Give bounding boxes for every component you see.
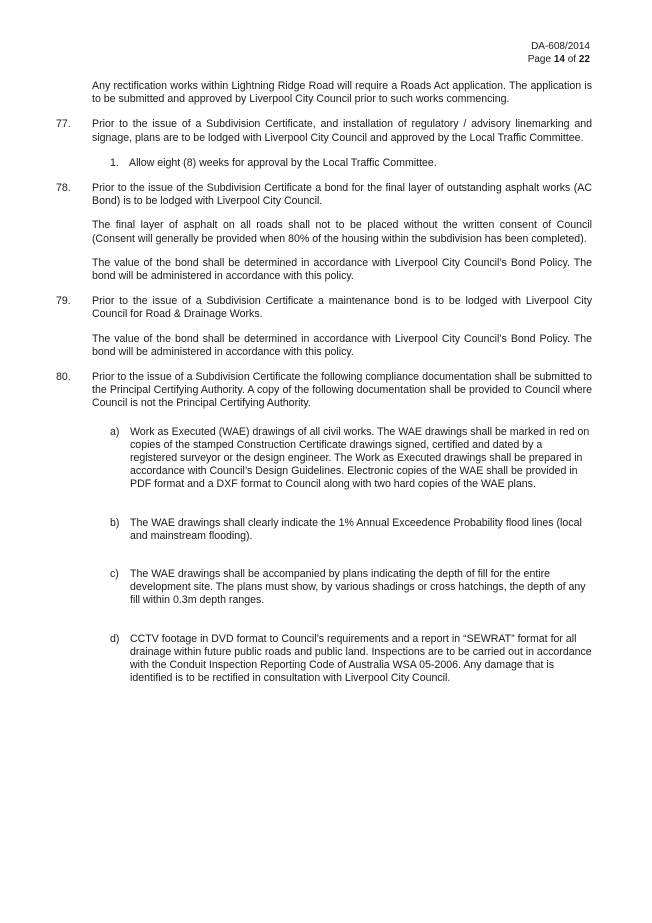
list-item: [110, 517, 592, 543]
condition-paragraph: Prior to the issue of a Subdivision Certificate the following compliance documentation shall be submitted to the Principal Certifying Authority. A copy of the following documentation shall be provided to Council where Council is not the Principal Certifying Authority.: [92, 371, 592, 410]
condition-79: [56, 295, 592, 359]
condition-paragraph: The value of the bond shall be determined in accordance with Liverpool City Council’s Bond Policy. The bond will be administered in accordance with this policy.: [92, 332, 592, 358]
condition-80: [56, 371, 592, 710]
list-item-text: The WAE drawings shall be accompanied by plans indicating the depth of fill for the entire development site. The plans must show, by various shadings or cross hatchings, the depth of any fill within 0.3m depth ranges.: [130, 568, 586, 607]
sub-item-marker: 1.: [110, 156, 119, 169]
condition-77: [56, 118, 592, 170]
condition-paragraph: Prior to the issue of the Subdivision Certificate a bond for the final layer of outstanding asphalt works (AC Bond) is to be lodged with Liverpool City Council.: [92, 182, 592, 208]
list-item: [110, 426, 592, 492]
document-body: [56, 80, 592, 723]
condition-number: 78.: [56, 182, 71, 195]
list-item-marker: c): [110, 568, 119, 581]
condition-paragraph: The value of the bond shall be determined in accordance with Liverpool City Council’s Bond Policy. The bond will be administered in accordance with this policy.: [92, 256, 592, 283]
list-item: [110, 568, 592, 608]
list-item: [110, 633, 592, 686]
page-of: of: [567, 54, 577, 65]
list-item-marker: d): [110, 632, 120, 645]
condition-78: [56, 182, 592, 283]
condition-paragraph: Prior to the issue of a Subdivision Certificate, and installation of regulatory / advisory linemarking and signage, plans are to be lodged with Liverpool City Council and approved by the Local Traffic Committee.: [92, 118, 592, 144]
condition-paragraph: The final layer of asphalt on all roads shall not to be placed without the written consent of Council (Consent will generally be provided when 80% of the housing within the subdivision has been completed).: [92, 219, 592, 245]
list-item-marker: b): [110, 516, 120, 529]
list-item-text: The WAE drawings shall clearly indicate the 1% Annual Exceedence Probability flood lines (local and mainstream flooding).: [130, 516, 582, 542]
sub-item: [110, 157, 592, 170]
condition-number: 80.: [56, 371, 71, 384]
page-current: 14: [553, 54, 565, 65]
page-header: [528, 40, 590, 66]
intro-paragraph: Any rectification works within Lightning Ridge Road will require a Roads Act application. The application is to be submitted and approved by Liverpool City Council prior to such works commencing.: [92, 80, 592, 106]
compliance-list: [92, 426, 592, 686]
page-total: 22: [578, 54, 590, 65]
sub-item-text: Allow eight (8) weeks for approval by the Local Traffic Committee.: [129, 156, 437, 169]
condition-paragraph: Prior to the issue of a Subdivision Certificate a maintenance bond is to be lodged with Liverpool City Council for Road & Drainage Works.: [92, 295, 592, 321]
da-number: DA-608/2014: [531, 41, 590, 52]
page-number: [528, 53, 590, 66]
list-item-text: Work as Executed (WAE) drawings of all civil works. The WAE drawings shall be marked in red on copies of the stamped Construction Certificate drawings signed, certified and dated by a registered surveyor or the design engineer. The Work as Executed drawings shall be prepared in accordance with Council’s Design Guidelines. Electronic copies of the WAE shall be provided in PDF format and a DXF format to Council along with two hard copies of the WAE plans.: [130, 425, 590, 491]
list-item-marker: a): [110, 425, 120, 438]
page-label: Page: [527, 54, 552, 65]
list-item-text: CCTV footage in DVD format to Council’s requirements and a report in “SEWRAT” format for all drainage within future public roads and public land. Inspections are to be carried out in accordance with the Conduit Inspection Reporting Code of Australia WSA 05-2006. Any damage that is identified is to be rectified in consultation with Liverpool City Council.: [130, 632, 592, 685]
condition-number: 79.: [56, 295, 71, 308]
condition-number: 77.: [56, 118, 71, 131]
